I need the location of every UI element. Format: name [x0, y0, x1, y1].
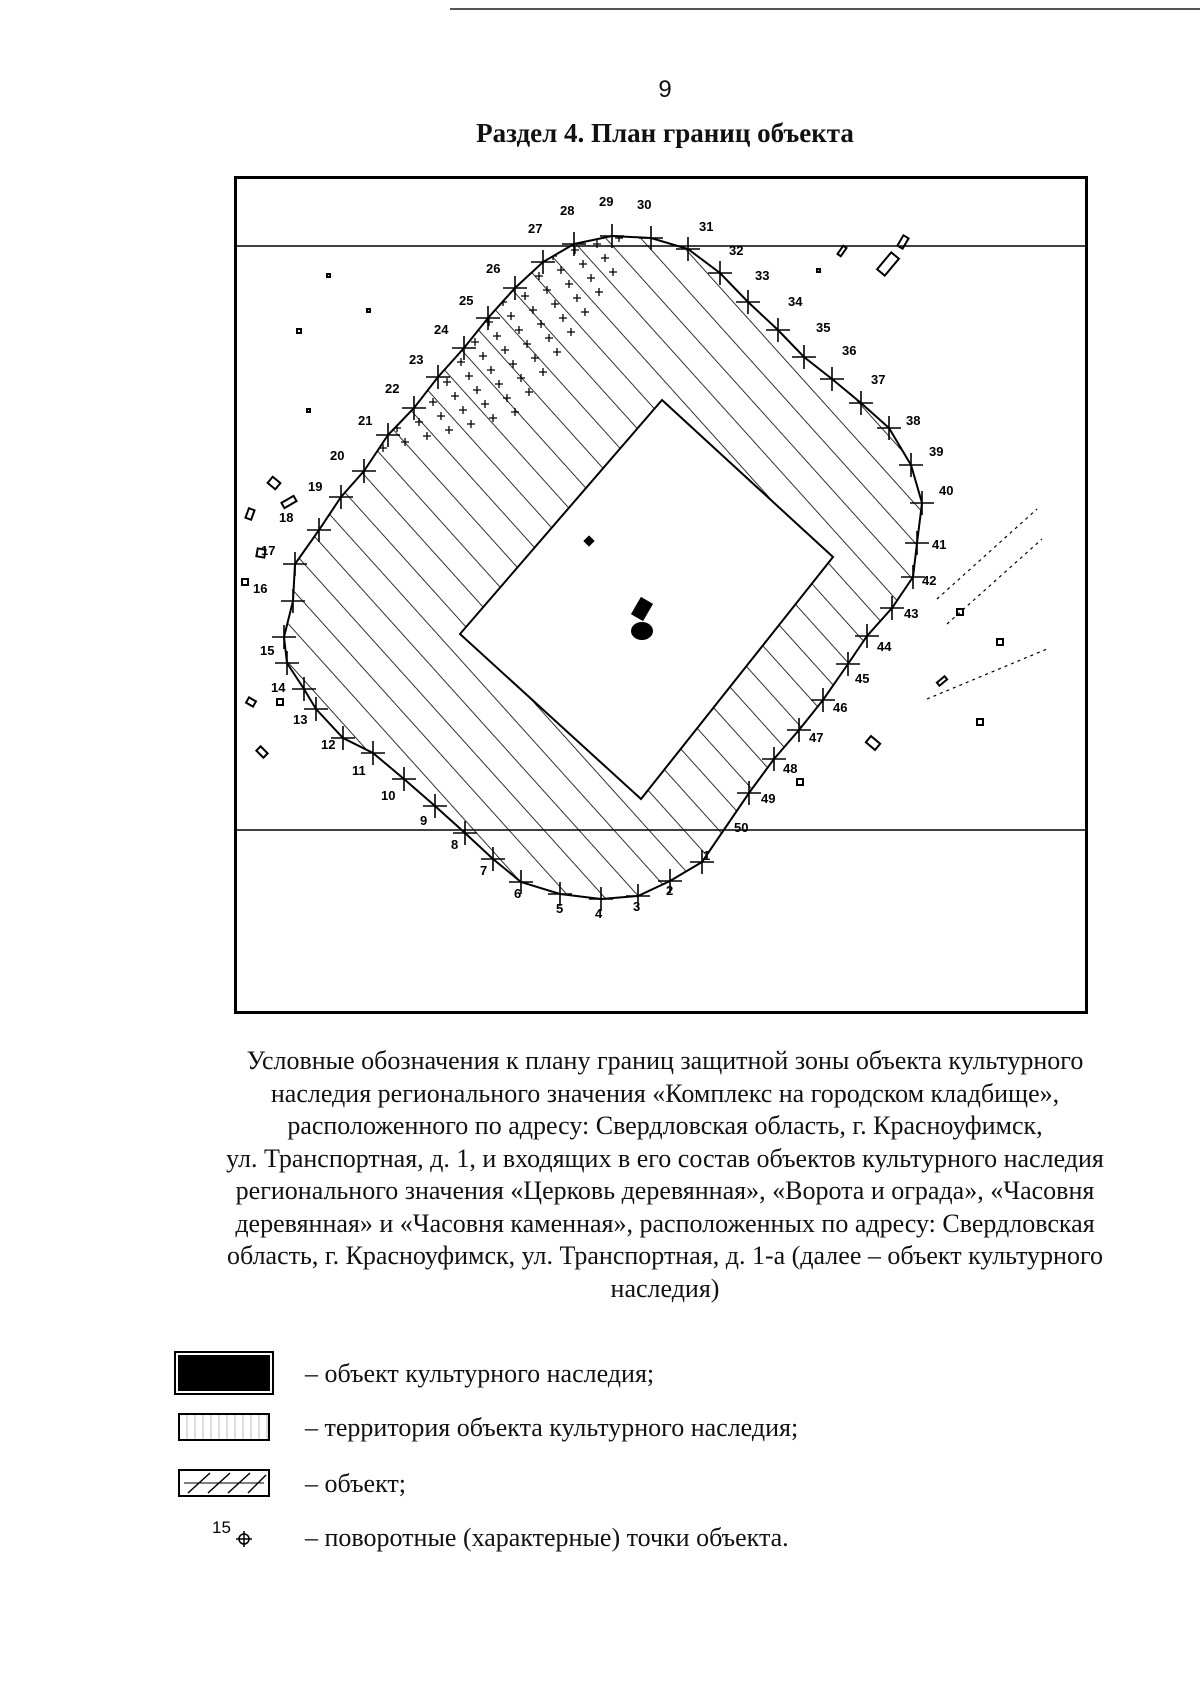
legend-point-label: 15 — [212, 1518, 231, 1537]
turning-point-label: 40 — [939, 483, 954, 498]
caption-line: область, г. Красноуфимск, ул. Транспортная, д. 1-а (далее – объект культурного — [226, 1241, 1103, 1270]
legend-text: – объект; — [305, 1469, 406, 1498]
building-mark — [997, 639, 1003, 645]
section-title: Раздел 4. План границ объекта — [476, 118, 854, 148]
cross-mark — [357, 450, 365, 458]
turning-point-label: 37 — [871, 372, 886, 387]
turning-point-label: 45 — [855, 671, 870, 686]
turning-point-label: 18 — [279, 510, 294, 525]
turning-point-label: 29 — [599, 194, 614, 209]
turning-point-label: 23 — [409, 352, 424, 367]
turning-point-label: 16 — [253, 581, 268, 596]
legend-text: – территория объекта культурного наследия; — [305, 1413, 799, 1442]
building-mark — [268, 477, 281, 490]
building-mark — [866, 736, 880, 750]
legend-item-heritage-object — [0, 1353, 1200, 1399]
caption-line: деревянная» и «Часовня каменная», расположенных по адресу: Свердловская — [235, 1208, 1095, 1238]
turning-point-label: 20 — [330, 448, 345, 463]
building-mark — [256, 746, 267, 757]
turning-point-label: 30 — [637, 197, 652, 212]
turning-point-label: 21 — [358, 413, 373, 428]
cross-mark — [491, 284, 499, 292]
legend-item-heritage-territory — [0, 1407, 1200, 1453]
turning-point-label: 39 — [929, 444, 944, 459]
turning-point-label: 12 — [321, 737, 336, 752]
building-mark — [307, 409, 310, 412]
turning-point-label: 41 — [932, 537, 947, 552]
building-mark — [817, 269, 820, 272]
turning-point-label: 6 — [514, 886, 522, 901]
caption-line: наследия регионального значения «Комплекс на городском кладбище», — [270, 1078, 1060, 1108]
building-mark — [297, 329, 301, 333]
legend-text: – объект культурного наследия; — [305, 1359, 655, 1388]
building-mark — [877, 252, 899, 275]
hatched-rect-symbol — [178, 1469, 270, 1497]
cross-point-icon — [212, 1517, 272, 1557]
building-mark — [937, 676, 947, 685]
turning-point-label: 2 — [666, 883, 674, 898]
turning-point-label: 46 — [833, 700, 848, 715]
building-mark — [246, 697, 256, 706]
building-mark — [281, 496, 296, 508]
turning-point-label: 11 — [352, 763, 366, 778]
legend-text: – поворотные (характерные) точки объекта. — [305, 1523, 789, 1552]
cross-mark — [427, 350, 435, 358]
caption-line: наследия) — [610, 1273, 720, 1303]
turning-point-label: 50 — [734, 820, 749, 835]
turning-point-label: 35 — [816, 320, 831, 335]
building-mark — [797, 779, 803, 785]
building-mark — [837, 246, 846, 256]
turning-point-label: 5 — [556, 901, 564, 916]
building-mark — [977, 719, 983, 725]
heritage-object-church — [631, 622, 653, 640]
legend-item-object — [0, 1463, 1200, 1509]
caption-line: расположенного по адресу: Свердловская область, г. Красноуфимск, — [287, 1111, 1043, 1140]
turning-point-label: 48 — [783, 761, 798, 776]
turning-point-label: 36 — [842, 343, 857, 358]
turning-point-label: 13 — [293, 712, 308, 727]
turning-point-label: 49 — [761, 791, 776, 806]
turning-point-label: 47 — [809, 730, 824, 745]
cross-mark — [413, 370, 421, 378]
building-mark — [242, 579, 248, 585]
turning-point-label: 24 — [434, 322, 449, 337]
black-rect-symbol — [178, 1355, 270, 1391]
turning-point-label: 3 — [633, 899, 641, 914]
turning-point-label: 43 — [904, 606, 919, 621]
turning-point-label: 33 — [755, 268, 770, 283]
turning-point-label: 8 — [451, 837, 459, 852]
cross-mark — [455, 310, 463, 318]
turning-point-label: 10 — [381, 788, 396, 803]
turning-point-label: 44 — [877, 639, 892, 654]
dotted-rect-symbol — [178, 1413, 270, 1441]
turning-point-label: 34 — [788, 294, 803, 309]
page-number: 9 — [658, 76, 672, 103]
cross-mark — [477, 304, 485, 312]
cross-mark — [463, 324, 471, 332]
turning-point-label: 22 — [385, 381, 400, 396]
caption-line: Условные обозначения к плану границ защитной зоны объекта культурного — [246, 1046, 1084, 1075]
caption-line: ул. Транспортная, д. 1, и входящих в его состав объектов культурного наследия — [226, 1143, 1104, 1173]
legend-caption — [170, 1045, 1160, 1305]
top-rule — [450, 8, 1200, 10]
turning-point-label: 32 — [729, 243, 744, 258]
boundary-plan-map — [234, 176, 1088, 1014]
boundary-plan-drawing — [237, 179, 1085, 1011]
cross-mark — [505, 264, 513, 272]
turning-point-label: 14 — [271, 680, 286, 695]
turning-point-label: 28 — [560, 203, 575, 218]
turning-point-label: 26 — [486, 261, 501, 276]
turning-point-label: 31 — [699, 219, 714, 234]
building-mark — [245, 508, 254, 519]
cross-mark — [399, 390, 407, 398]
turning-point-label: 27 — [528, 221, 543, 236]
turning-point-label: 38 — [906, 413, 921, 428]
building-mark — [277, 699, 283, 705]
turning-point-label: 7 — [480, 863, 488, 878]
turning-point-label: 25 — [459, 293, 474, 308]
turning-point-label: 1 — [703, 848, 711, 863]
cross-mark — [371, 430, 379, 438]
turning-point-label: 42 — [922, 573, 937, 588]
cross-mark — [435, 364, 443, 372]
turning-point-label: 19 — [308, 479, 323, 494]
legend-item-turning-point — [0, 1517, 1200, 1563]
caption-line: регионального значения «Церковь деревянная», «Ворота и ограда», «Часовня — [235, 1176, 1095, 1205]
building-mark — [327, 274, 330, 277]
turning-point-label: 9 — [420, 813, 428, 828]
turning-point-label: 15 — [260, 643, 275, 658]
cross-mark — [385, 410, 393, 418]
turning-point-label: 17 — [261, 543, 276, 558]
turning-point-label: 4 — [595, 906, 603, 921]
building-mark — [367, 309, 370, 312]
